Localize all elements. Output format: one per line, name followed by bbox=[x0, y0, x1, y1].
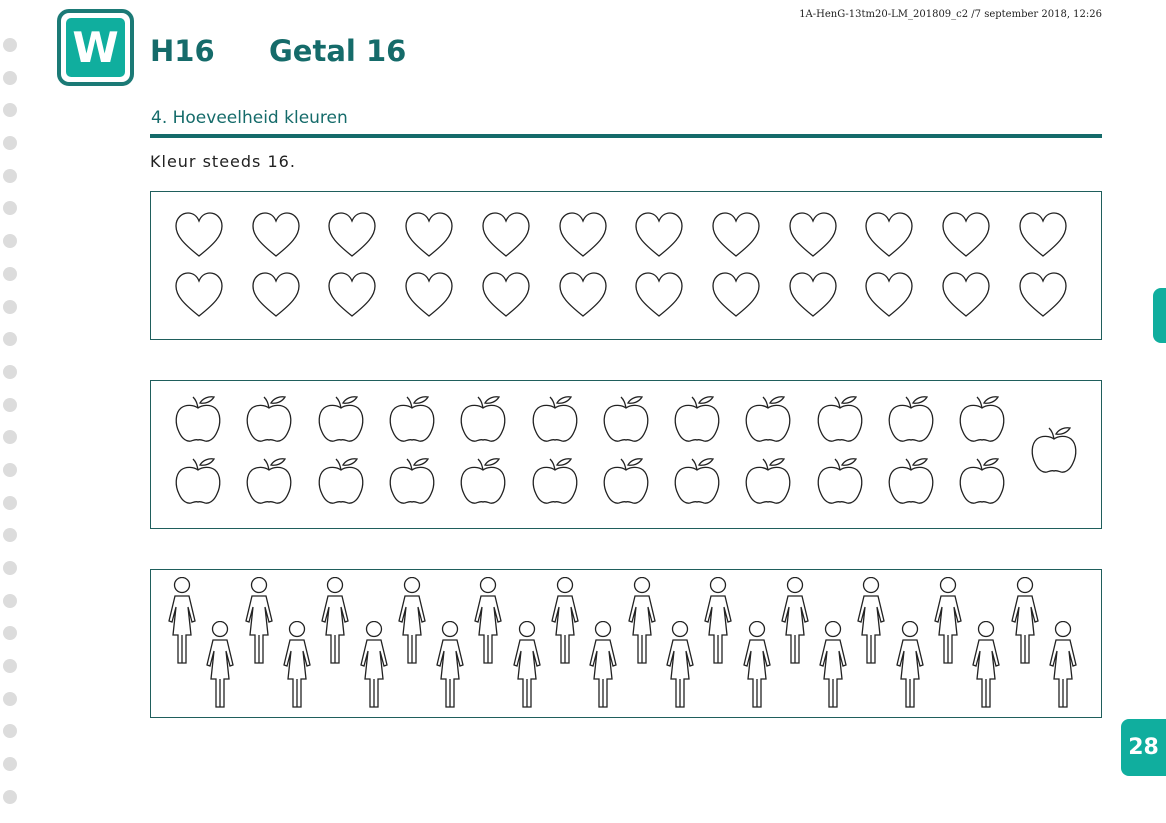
binding-hole bbox=[3, 398, 17, 412]
side-tab bbox=[1153, 288, 1166, 343]
binding-hole bbox=[3, 790, 17, 804]
heart-icon bbox=[711, 212, 761, 258]
apple-icon bbox=[459, 394, 507, 444]
instruction-text: Kleur steeds 16. bbox=[150, 152, 296, 171]
binding-holes bbox=[3, 38, 19, 823]
heart-icon bbox=[864, 272, 914, 318]
apple-icon bbox=[317, 456, 365, 506]
apple-icon bbox=[958, 394, 1006, 444]
binding-hole bbox=[3, 300, 17, 314]
binding-hole bbox=[3, 757, 17, 771]
heart-icon bbox=[634, 212, 684, 258]
heart-icon bbox=[481, 272, 531, 318]
binding-hole bbox=[3, 496, 17, 510]
binding-hole bbox=[3, 103, 17, 117]
apple-icon bbox=[602, 456, 650, 506]
apple-icon bbox=[816, 394, 864, 444]
binding-hole bbox=[3, 692, 17, 706]
apple-icon bbox=[1030, 425, 1078, 475]
binding-hole bbox=[3, 38, 17, 52]
apple-icon bbox=[531, 456, 579, 506]
chapter-number: H16 bbox=[150, 34, 215, 68]
binding-hole bbox=[3, 332, 17, 346]
apple-icon bbox=[245, 394, 293, 444]
apple-icon bbox=[887, 394, 935, 444]
heart-icon bbox=[711, 272, 761, 318]
heart-icon bbox=[558, 212, 608, 258]
heart-icon bbox=[481, 212, 531, 258]
people-box bbox=[150, 569, 1102, 718]
heart-icon bbox=[327, 272, 377, 318]
apple-icon bbox=[459, 456, 507, 506]
section-divider bbox=[150, 134, 1102, 138]
apple-icon bbox=[174, 456, 222, 506]
apple-icon bbox=[388, 456, 436, 506]
heart-icon bbox=[174, 212, 224, 258]
binding-hole bbox=[3, 561, 17, 575]
heart-icon bbox=[864, 212, 914, 258]
apple-icon bbox=[388, 394, 436, 444]
heart-icon bbox=[788, 212, 838, 258]
page-title: Getal 16 bbox=[269, 34, 407, 68]
heart-icon bbox=[327, 212, 377, 258]
apple-icon bbox=[673, 456, 721, 506]
section-title: 4. Hoeveelheid kleuren bbox=[151, 108, 348, 128]
heart-icon bbox=[1018, 212, 1068, 258]
heart-icon bbox=[174, 272, 224, 318]
apples-box bbox=[150, 380, 1102, 529]
binding-hole bbox=[3, 724, 17, 738]
worksheet-logo bbox=[57, 9, 134, 86]
apple-icon bbox=[602, 394, 650, 444]
heart-icon bbox=[558, 272, 608, 318]
heart-icon bbox=[404, 272, 454, 318]
binding-hole bbox=[3, 594, 17, 608]
apple-icon bbox=[673, 394, 721, 444]
heart-icon bbox=[1018, 272, 1068, 318]
apple-icon bbox=[958, 456, 1006, 506]
binding-hole bbox=[3, 365, 17, 379]
binding-hole bbox=[3, 463, 17, 477]
apple-icon bbox=[816, 456, 864, 506]
heart-icon bbox=[634, 272, 684, 318]
binding-hole bbox=[3, 528, 17, 542]
logo-letter: W bbox=[66, 18, 125, 77]
binding-hole bbox=[3, 201, 17, 215]
apple-icon bbox=[245, 456, 293, 506]
apple-icon bbox=[744, 456, 792, 506]
binding-hole bbox=[3, 659, 17, 673]
heart-icon bbox=[251, 272, 301, 318]
person-icon bbox=[1041, 621, 1085, 709]
page-number: 28 bbox=[1121, 719, 1166, 776]
file-info: 1A-HenG-13tm20-LM_201809_c2 /7 september 2018, 12:26 bbox=[799, 9, 1102, 20]
binding-hole bbox=[3, 626, 17, 640]
binding-hole bbox=[3, 234, 17, 248]
apple-icon bbox=[744, 394, 792, 444]
binding-hole bbox=[3, 430, 17, 444]
apple-icon bbox=[174, 394, 222, 444]
binding-hole bbox=[3, 136, 17, 150]
heart-icon bbox=[788, 272, 838, 318]
hearts-box bbox=[150, 191, 1102, 340]
apple-icon bbox=[317, 394, 365, 444]
heart-icon bbox=[941, 212, 991, 258]
binding-hole bbox=[3, 169, 17, 183]
heart-icon bbox=[251, 212, 301, 258]
heart-icon bbox=[941, 272, 991, 318]
apple-icon bbox=[531, 394, 579, 444]
binding-hole bbox=[3, 71, 17, 85]
binding-hole bbox=[3, 267, 17, 281]
apple-icon bbox=[887, 456, 935, 506]
heart-icon bbox=[404, 212, 454, 258]
